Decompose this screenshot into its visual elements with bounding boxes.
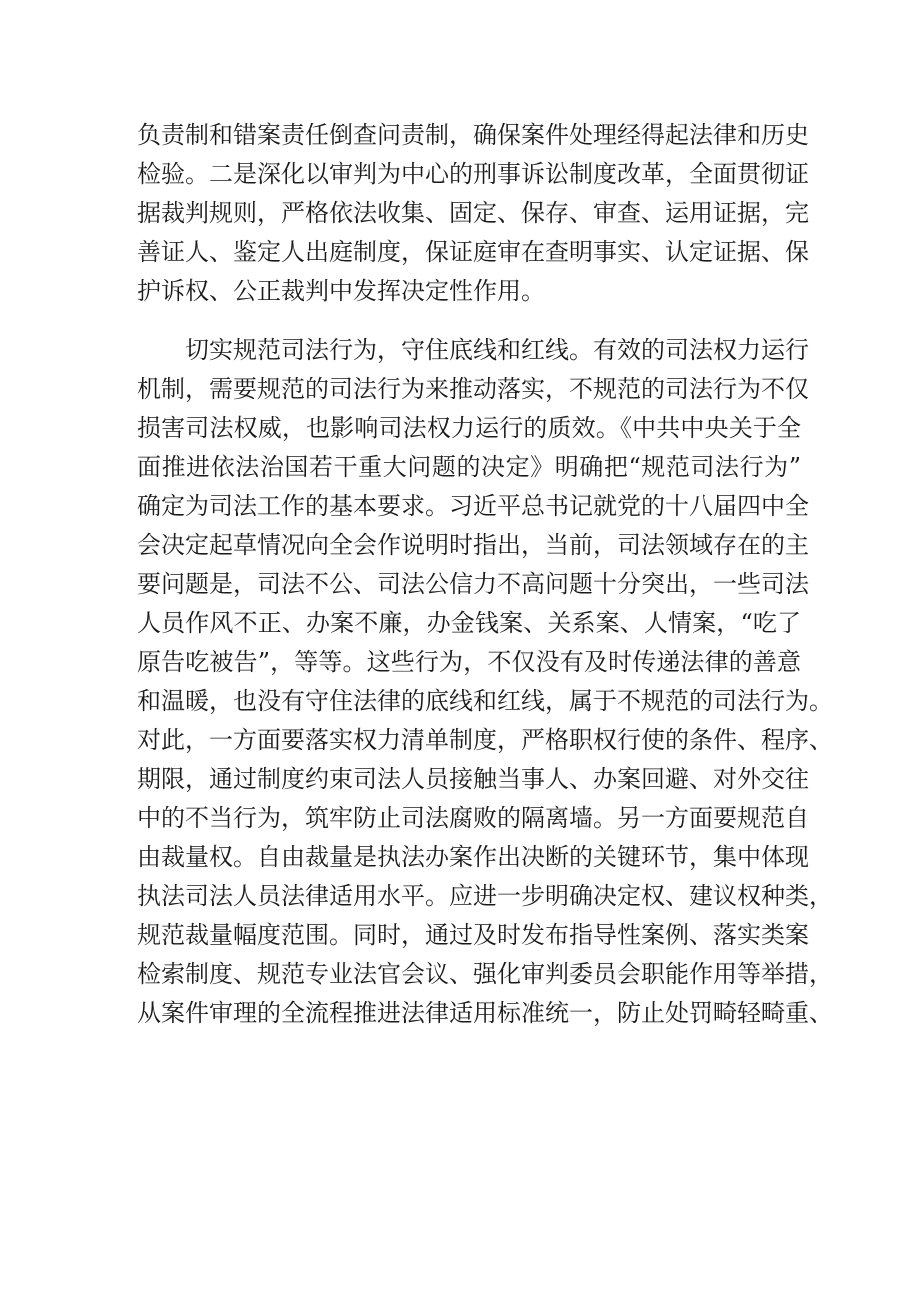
text-line: 对此，一方面要落实权力清单制度，严格职权行使的条件、程序、: [137, 726, 833, 754]
text-line: 善证人、鉴定人出庭制度，保证庭审在查明事实、认定证据、保: [137, 238, 809, 266]
text-line: 损害司法权威，也影响司法权力运行的质效。《中共中央关于全: [137, 414, 801, 442]
text-line: 执法司法人员法律适用水平。应进一步明确决定权、建议权种类，: [137, 882, 833, 910]
text-line: 和温暖，也没有守住法律的底线和红线，属于不规范的司法行为。: [137, 687, 833, 715]
text-line: 确定为司法工作的基本要求。习近平总书记就党的十八届四中全: [137, 492, 809, 520]
paragraph-first-line: 切实规范司法行为，守住底线和红线。有效的司法权力运行: [185, 336, 809, 364]
text-line: 检索制度、规范专业法官会议、强化审判委员会职能作用等举措，: [137, 960, 833, 988]
text-line: 面推进依法治国若干重大问题的决定》明确把“规范司法行为”: [137, 453, 801, 481]
text-line: 中的不当行为，筑牢防止司法腐败的隔离墙。另一方面要规范自: [137, 804, 809, 832]
text-line: 人员作风不正、办案不廉，办金钱案、关系案、人情案，“吃了: [137, 609, 801, 637]
paragraph-1: [137, 116, 809, 311]
paragraph-2: [137, 331, 833, 1033]
text-line: 从案件审理的全流程推进法律适用标准统一，防止处罚畸轻畸重、: [137, 999, 833, 1027]
text-line: 会决定起草情况向全会作说明时指出，当前，司法领域存在的主: [137, 531, 809, 559]
text-line: 检验。二是深化以审判为中心的刑事诉讼制度改革，全面贯彻证: [137, 160, 809, 188]
text-line: 由裁量权。自由裁量是执法办案作出决断的关键环节，集中体现: [137, 843, 809, 871]
text-line: 期限，通过制度约束司法人员接触当事人、办案回避、对外交往: [137, 765, 809, 793]
text-line: 负责制和错案责任倒查问责制，确保案件处理经得起法律和历史: [137, 121, 809, 149]
text-line: 要问题是，司法不公、司法公信力不高问题十分突出，一些司法: [137, 570, 809, 598]
text-line: 护诉权、公正裁判中发挥决定性作用。: [137, 277, 545, 305]
text-line: 规范裁量幅度范围。同时，通过及时发布指导性案例、落实类案: [137, 921, 809, 949]
text-line: 原告吃被告”，等等。这些行为，不仅没有及时传递法律的善意: [137, 648, 801, 676]
text-line: 机制，需要规范的司法行为来推动落实，不规范的司法行为不仅: [137, 375, 809, 403]
text-line: 据裁判规则，严格依法收集、固定、保存、审查、运用证据，完: [137, 199, 809, 227]
